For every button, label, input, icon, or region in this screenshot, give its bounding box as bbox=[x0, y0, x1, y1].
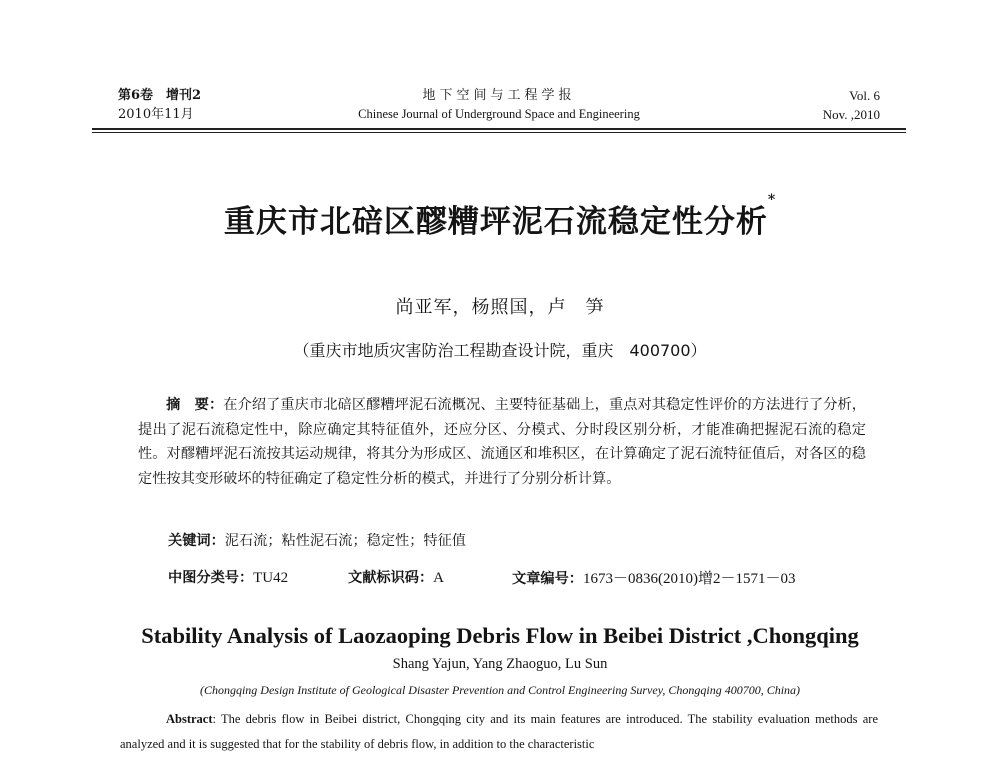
article-number-value: 1673－0836(2010)增2－1571－03 bbox=[582, 571, 796, 587]
abstract-en bbox=[120, 707, 878, 757]
authors-en: Shang Yajun, Yang Zhaoguo, Lu Sun bbox=[392, 656, 608, 672]
header-date-cn: 2010年11月 bbox=[118, 107, 194, 122]
header-vol: Vol. 6 bbox=[849, 88, 880, 103]
abstract-en-text: : The debris flow in Beibei district, Chongqing city and its main features are introduced. The stability evaluation methods are analyzed and it is suggested that for the stability of debris flow, in addition to the characteristic bbox=[120, 712, 878, 751]
article-title-cn bbox=[0, 192, 1000, 241]
header-journal bbox=[118, 86, 880, 124]
journal-name-cn: 地下空间与工程学报 bbox=[422, 88, 576, 103]
header-volume-en bbox=[823, 86, 880, 124]
document-code bbox=[348, 567, 444, 587]
doc-code-label: 文献标识码： bbox=[348, 570, 434, 586]
article-number-label: 文章编号： bbox=[512, 571, 583, 587]
clc-label: 中图分类号： bbox=[168, 570, 254, 586]
clc-value: TU42 bbox=[253, 570, 289, 586]
header-rule-thick bbox=[92, 128, 906, 130]
doc-code-value: A bbox=[433, 570, 444, 586]
keywords-cn-text: 泥石流；粘性泥石流；稳定性；特征值 bbox=[224, 533, 466, 549]
clc-number bbox=[168, 567, 288, 587]
title-cn-text: 重庆市北碚区醪糟坪泥石流稳定性分析 bbox=[223, 204, 768, 240]
header-date-en: Nov. ,2010 bbox=[822, 107, 880, 122]
abstract-cn-label: 摘 要： bbox=[166, 397, 224, 413]
abstract-cn-text: 在介绍了重庆市北碚区醪糟坪泥石流概况、主要特征基础上，重点对其稳定性评价的方法进行了分析，提出了泥石流稳定性中，除应确定其特征值外，还应分区、分模式、分时段区别分析，才能准确把握泥石流的稳定性。对醪糟坪泥石流按其运动规律，将其分为形成区、流通区和堆积区，在计算确定了泥石流特征值后，对各区的稳定性按其变形破坏的特征确定了稳定性分析的模式，并进行了分别分析计算。 bbox=[138, 397, 866, 487]
abstract-en-label: Abstract bbox=[166, 712, 213, 726]
running-header bbox=[118, 86, 880, 130]
header-volume-issue: 第6卷 增刊2 bbox=[118, 88, 202, 103]
article-title-en: Stability Analysis of Laozaoping Debris Flow in Beibei District ,Chongqing bbox=[141, 623, 859, 648]
title-footnote-mark: * bbox=[767, 192, 777, 208]
affiliation-en: (Chongqing Design Institute of Geological Disaster Prevention and Control Engineering Survey, Chongqing 400700, China) bbox=[199, 683, 801, 697]
keywords-cn-label: 关键词： bbox=[168, 533, 225, 549]
article-number bbox=[512, 567, 795, 588]
authors-cn: 尚亚军，杨照国，卢 笋 bbox=[395, 297, 605, 318]
keywords-cn bbox=[168, 530, 466, 550]
journal-name-en: Chinese Journal of Underground Space and Engineering bbox=[358, 107, 640, 121]
header-rule-thin bbox=[92, 132, 906, 133]
affiliation-cn: （重庆市地质灾害防治工程勘查设计院，重庆 400700） bbox=[293, 341, 707, 360]
abstract-cn bbox=[138, 393, 866, 491]
